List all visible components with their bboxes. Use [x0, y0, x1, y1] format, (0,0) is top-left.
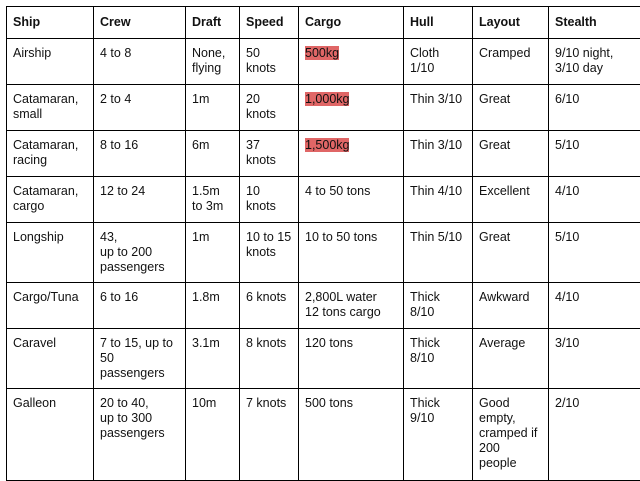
- cell-crew: [94, 329, 186, 389]
- cell-cargo-text: 500 tons: [305, 396, 353, 410]
- cell-layout: [473, 389, 549, 481]
- cell-layout-text: Great: [479, 138, 510, 152]
- cell-cargo-text: 120 tons: [305, 336, 353, 350]
- cell-crew-text: 6 to 16: [100, 290, 138, 304]
- cell-crew: [94, 283, 186, 329]
- cell-stealth-text: 9/10 night, 3/10 day: [555, 46, 613, 75]
- cell-ship: [7, 131, 94, 177]
- cell-hull-text: Thin 3/10: [410, 138, 462, 152]
- cell-crew: [94, 39, 186, 85]
- cell-ship-text: Airship: [13, 46, 51, 60]
- cell-layout: [473, 177, 549, 223]
- header-row: [7, 7, 640, 39]
- cell-stealth: [549, 283, 640, 329]
- cell-draft: [186, 131, 240, 177]
- cell-speed-text: 8 knots: [246, 336, 286, 350]
- cell-speed-text: 50 knots: [246, 46, 276, 75]
- cell-stealth: [549, 389, 640, 481]
- cell-draft-text: 10m: [192, 396, 216, 410]
- cell-draft-text: 1.8m: [192, 290, 220, 304]
- cell-stealth: [549, 85, 640, 131]
- cell-ship-text: Caravel: [13, 336, 56, 350]
- cell-cargo: [299, 177, 404, 223]
- cell-hull: [404, 223, 473, 283]
- table-row: [7, 283, 640, 329]
- cell-cargo-text: 500kg: [305, 46, 339, 60]
- cell-hull-text: Thin 4/10: [410, 184, 462, 198]
- cell-stealth-text: 5/10: [555, 138, 579, 152]
- cell-crew-text: 2 to 4: [100, 92, 131, 106]
- cell-stealth-text: 4/10: [555, 290, 579, 304]
- cell-crew-text: 43, up to 200 passengers: [100, 230, 165, 274]
- cell-draft-text: 1m: [192, 92, 209, 106]
- cell-draft: [186, 85, 240, 131]
- cell-ship-text: Galleon: [13, 396, 56, 410]
- cell-crew-text: 4 to 8: [100, 46, 131, 60]
- table-row: [7, 223, 640, 283]
- cell-stealth: [549, 131, 640, 177]
- cell-draft: [186, 223, 240, 283]
- cell-layout: [473, 329, 549, 389]
- cell-crew-text: 7 to 15, up to 50 passengers: [100, 336, 173, 380]
- cell-hull: [404, 389, 473, 481]
- cell-speed-text: 37 knots: [246, 138, 276, 167]
- cell-crew: [94, 223, 186, 283]
- cell-crew: [94, 131, 186, 177]
- cell-draft-text: 1.5m to 3m: [192, 184, 223, 213]
- cell-ship-text: Catamaran, small: [13, 92, 78, 121]
- cell-speed-text: 10 to 15 knots: [246, 230, 291, 259]
- cell-layout: [473, 131, 549, 177]
- table-row: [7, 85, 640, 131]
- cell-ship: [7, 177, 94, 223]
- cell-ship: [7, 329, 94, 389]
- cell-stealth: [549, 39, 640, 85]
- ships-table: [6, 6, 640, 481]
- cell-hull-text: Thin 5/10: [410, 230, 462, 244]
- cell-cargo-text: 1,500kg: [305, 138, 349, 152]
- header-draft: Draft: [186, 7, 240, 39]
- cell-hull: [404, 131, 473, 177]
- cell-speed: [240, 329, 299, 389]
- header-stealth: Stealth: [549, 7, 640, 39]
- cell-ship: [7, 85, 94, 131]
- table-row: [7, 329, 640, 389]
- header-speed: Speed: [240, 7, 299, 39]
- cell-speed: [240, 131, 299, 177]
- cell-layout-text: Average: [479, 336, 525, 350]
- cell-ship: [7, 39, 94, 85]
- cell-draft-text: 3.1m: [192, 336, 220, 350]
- cell-cargo: [299, 85, 404, 131]
- table-row: [7, 131, 640, 177]
- table-row: [7, 39, 640, 85]
- cell-hull-text: Cloth 1/10: [410, 46, 439, 75]
- cell-crew-text: 8 to 16: [100, 138, 138, 152]
- cell-draft-text: 6m: [192, 138, 209, 152]
- cell-speed: [240, 85, 299, 131]
- cell-layout-text: Great: [479, 230, 510, 244]
- cell-hull-text: Thick 8/10: [410, 290, 440, 319]
- header-ship: Ship: [7, 7, 94, 39]
- cell-crew-text: 20 to 40, up to 300 passengers: [100, 396, 165, 440]
- header-cargo: Cargo: [299, 7, 404, 39]
- cell-hull: [404, 329, 473, 389]
- cell-speed: [240, 39, 299, 85]
- cell-draft: [186, 39, 240, 85]
- cell-layout: [473, 39, 549, 85]
- cell-hull: [404, 177, 473, 223]
- cell-stealth-text: 3/10: [555, 336, 579, 350]
- cell-hull: [404, 283, 473, 329]
- header-crew: Crew: [94, 7, 186, 39]
- cell-speed-text: 20 knots: [246, 92, 276, 121]
- cell-speed-text: 7 knots: [246, 396, 286, 410]
- cell-stealth: [549, 223, 640, 283]
- cell-ship: [7, 389, 94, 481]
- cell-ship: [7, 223, 94, 283]
- cell-cargo: [299, 329, 404, 389]
- cell-cargo: [299, 39, 404, 85]
- cell-ship: [7, 283, 94, 329]
- cell-hull: [404, 39, 473, 85]
- cell-hull: [404, 85, 473, 131]
- cell-cargo-text: 1,000kg: [305, 92, 349, 106]
- cell-stealth: [549, 177, 640, 223]
- cell-stealth: [549, 329, 640, 389]
- cell-ship-text: Cargo/Tuna: [13, 290, 79, 304]
- cell-cargo: [299, 283, 404, 329]
- cell-stealth-text: 5/10: [555, 230, 579, 244]
- table-row: [7, 389, 640, 481]
- cell-crew: [94, 85, 186, 131]
- cell-speed-text: 6 knots: [246, 290, 286, 304]
- cell-draft: [186, 283, 240, 329]
- cell-hull-text: Thin 3/10: [410, 92, 462, 106]
- cell-cargo: [299, 389, 404, 481]
- cell-cargo-text: 10 to 50 tons: [305, 230, 377, 244]
- cell-stealth-text: 6/10: [555, 92, 579, 106]
- cell-speed: [240, 177, 299, 223]
- cell-draft: [186, 177, 240, 223]
- cell-speed: [240, 283, 299, 329]
- cell-layout-text: Awkward: [479, 290, 529, 304]
- cell-stealth-text: 4/10: [555, 184, 579, 198]
- header-layout: Layout: [473, 7, 549, 39]
- cell-draft: [186, 329, 240, 389]
- cell-cargo: [299, 223, 404, 283]
- cell-draft-text: 1m: [192, 230, 209, 244]
- cell-draft-text: None, flying: [192, 46, 225, 75]
- cell-stealth-text: 2/10: [555, 396, 579, 410]
- cell-crew: [94, 177, 186, 223]
- cell-hull-text: Thick 8/10: [410, 336, 440, 365]
- cell-layout: [473, 223, 549, 283]
- cell-cargo-text: 4 to 50 tons: [305, 184, 370, 198]
- cell-speed-text: 10 knots: [246, 184, 276, 213]
- cell-speed: [240, 223, 299, 283]
- cell-ship-text: Catamaran, racing: [13, 138, 78, 167]
- cell-crew: [94, 389, 186, 481]
- cell-crew-text: 12 to 24: [100, 184, 145, 198]
- cell-cargo-text: 2,800L water 12 tons cargo: [305, 290, 381, 319]
- cell-ship-text: Longship: [13, 230, 64, 244]
- cell-layout: [473, 85, 549, 131]
- cell-draft: [186, 389, 240, 481]
- cell-layout-text: Good empty, cramped if 200 people: [479, 396, 537, 470]
- cell-layout-text: Cramped: [479, 46, 530, 60]
- header-hull: Hull: [404, 7, 473, 39]
- cell-speed: [240, 389, 299, 481]
- table-row: [7, 177, 640, 223]
- cell-layout-text: Excellent: [479, 184, 530, 198]
- cell-cargo: [299, 131, 404, 177]
- cell-ship-text: Catamaran, cargo: [13, 184, 78, 213]
- cell-layout: [473, 283, 549, 329]
- cell-hull-text: Thick 9/10: [410, 396, 440, 425]
- cell-layout-text: Great: [479, 92, 510, 106]
